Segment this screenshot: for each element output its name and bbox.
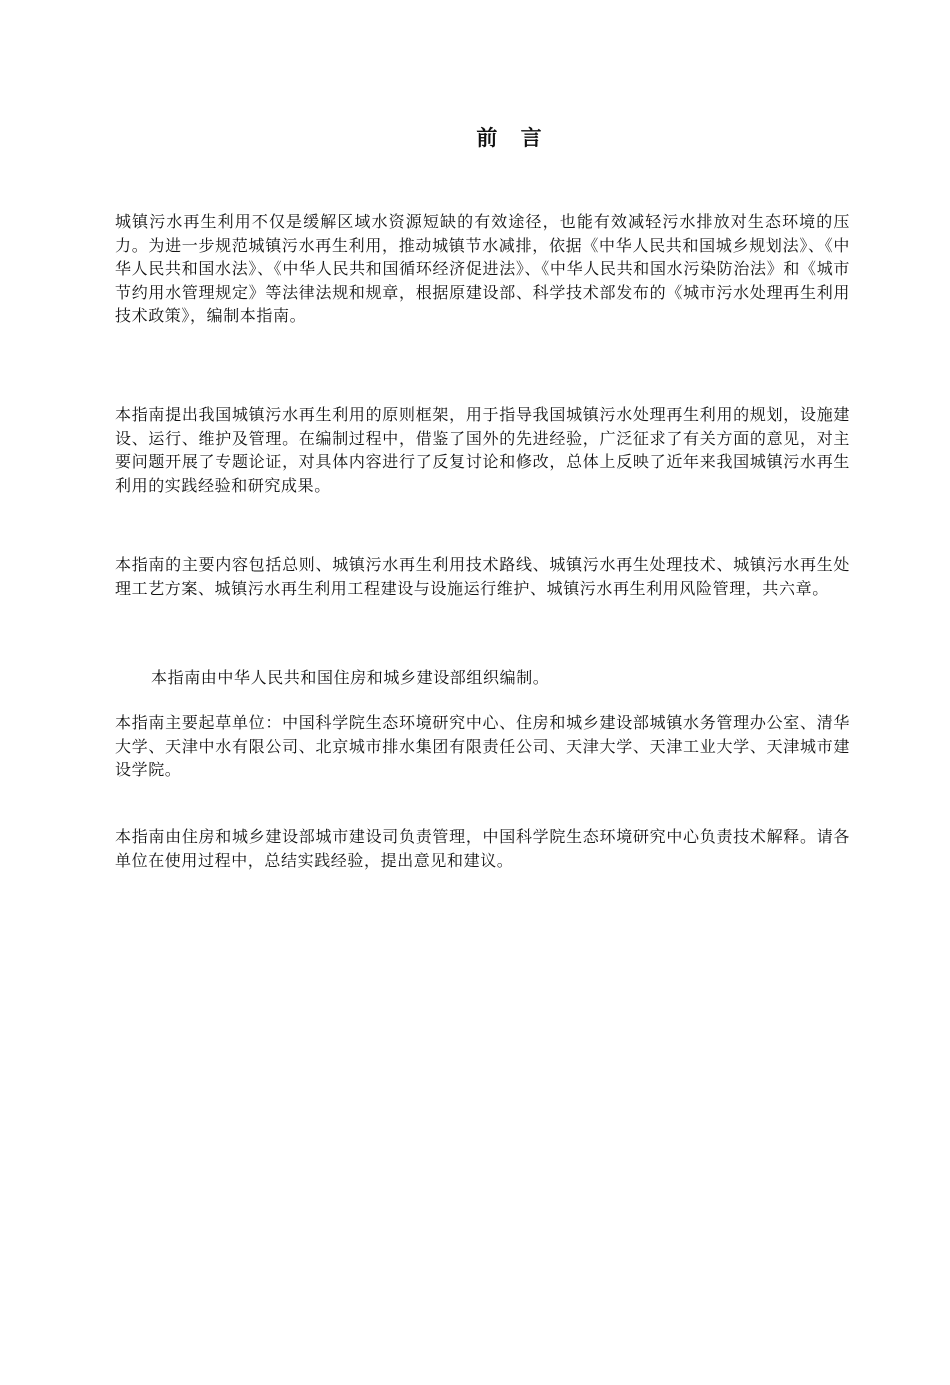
- paragraph-purpose: 本指南提出我国城镇污水再生利用的原则框架，用于指导我国城镇污水处理再生利用的规划，设施建设、运行、维护及管理。在编制过程中，借鉴了国外的先进经验，广泛征求了有关方面的意见，对主要问题开展了专题论证，对具体内容进行了反复讨论和修改，总体上反映了近年来我国城镇污水再生利用的实践经验和研究成果。: [115, 405, 850, 495]
- paragraph-drafting-units: 本指南主要起草单位：中国科学院生态环境研究中心、住房和城乡建设部城镇水务管理办公室、清华大学、天津中水有限公司、北京城市排水集团有限责任公司、天津大学、天津工业大学、天津城市建设学院。: [115, 713, 850, 779]
- paragraph-background: 城镇污水再生利用不仅是缓解区域水资源短缺的有效途径，也能有效减轻污水排放对生态环境的压力。为进一步规范城镇污水再生利用，推动城镇节水减排，依据《中华人民共和国城乡规划法》、《中华人民共和国水法》、《中华人民共和国循环经济促进法》、《中华人民共和国水污染防治法》和《城市节约用水管理规定》等法律法规和规章，根据原建设部、科学技术部发布的《城市污水处理再生利用技术政策》，编制本指南。: [115, 212, 850, 325]
- page-title: 前 言: [476, 126, 550, 150]
- paragraph-contents: 本指南的主要内容包括总则、城镇污水再生利用技术路线、城镇污水再生处理技术、城镇污水再生处理工艺方案、城镇污水再生利用工程建设与设施运行维护、城镇污水再生利用风险管理，共六章。: [115, 555, 850, 598]
- paragraph-management: 本指南由住房和城乡建设部城市建设司负责管理，中国科学院生态环境研究中心负责技术解释。请各单位在使用过程中，总结实践经验，提出意见和建议。: [115, 827, 850, 870]
- paragraph-organizer: 本指南由中华人民共和国住房和城乡建设部组织编制。: [151, 668, 550, 687]
